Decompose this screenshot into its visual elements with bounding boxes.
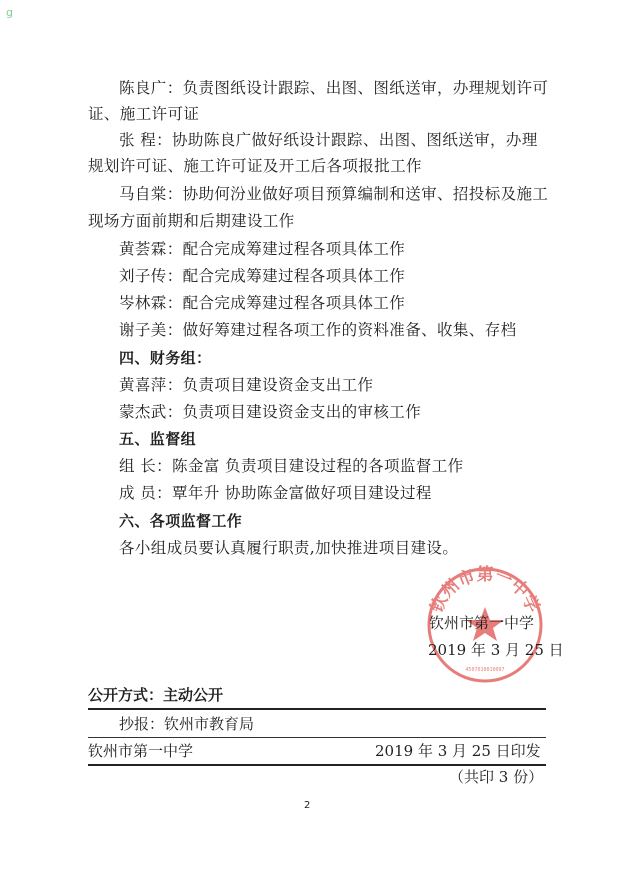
seal-number: 4507010010097: [465, 667, 505, 673]
issue-date: 2019 年 3 月 25 日印发: [375, 742, 541, 760]
body-line: 刘子传：配合完成筹建过程各项具体工作: [119, 267, 406, 285]
section-heading: 四、财务组：: [119, 349, 212, 367]
body-line: 证、施工许可证: [88, 105, 200, 123]
body-line: 各小组成员要认真履行职责,加快推进项目建设。: [119, 539, 459, 557]
body-line: 陈良广：负责图纸设计跟踪、出图、图纸送审，办理规划许可: [119, 79, 549, 97]
copies-count: （共印 3 份）: [449, 768, 544, 786]
body-line: 现场方面前期和后期建设工作: [88, 212, 295, 230]
footer-rule: [88, 708, 546, 710]
body-line: 张 程：协助陈良广做好纸设计跟踪、出图、图纸送审，办理: [119, 131, 538, 149]
body-line: 马自棠：协助何汾业做好项目预算编制和送审、招投标及施工: [119, 185, 549, 203]
footer-rule: [88, 737, 546, 738]
body-line: 蒙杰武：负责项目建设资金支出的审核工作: [119, 403, 422, 421]
body-line: 组 长：陈金富 负责项目建设过程的各项监督工作: [119, 457, 464, 475]
cc-line: 抄报：钦州市教育局: [119, 715, 255, 733]
section-heading: 六、各项监督工作: [119, 512, 243, 530]
signature-date: 2019 年 3 月 25 日: [428, 641, 564, 659]
body-line: 岑林霖：配合完成筹建过程各项具体工作: [119, 294, 406, 312]
body-line: 黄喜萍：负责项目建设资金支出工作: [119, 376, 374, 394]
disclosure-method: 公开方式：主动公开: [88, 686, 224, 704]
signature-org: 钦州市第一中学: [429, 614, 535, 632]
body-line: 谢子美：做好筹建过程各项工作的资料准备、收集、存档: [119, 321, 517, 339]
corner-mark: g: [6, 6, 13, 19]
section-heading: 五、监督组: [119, 430, 197, 448]
issuer: 钦州市第一中学: [88, 742, 194, 760]
footer-rule: [88, 764, 546, 766]
body-line: 黄荟霖：配合完成筹建过程各项具体工作: [119, 240, 406, 258]
svg-text:钦州市第一中学: 钦州市第一中学: [427, 565, 543, 616]
page-number: 2: [304, 800, 311, 811]
body-line: 成 员：覃年升 协助陈金富做好项目建设过程: [119, 484, 432, 502]
body-line: 规划许可证、施工许可证及开工后各项报批工作: [88, 157, 422, 175]
